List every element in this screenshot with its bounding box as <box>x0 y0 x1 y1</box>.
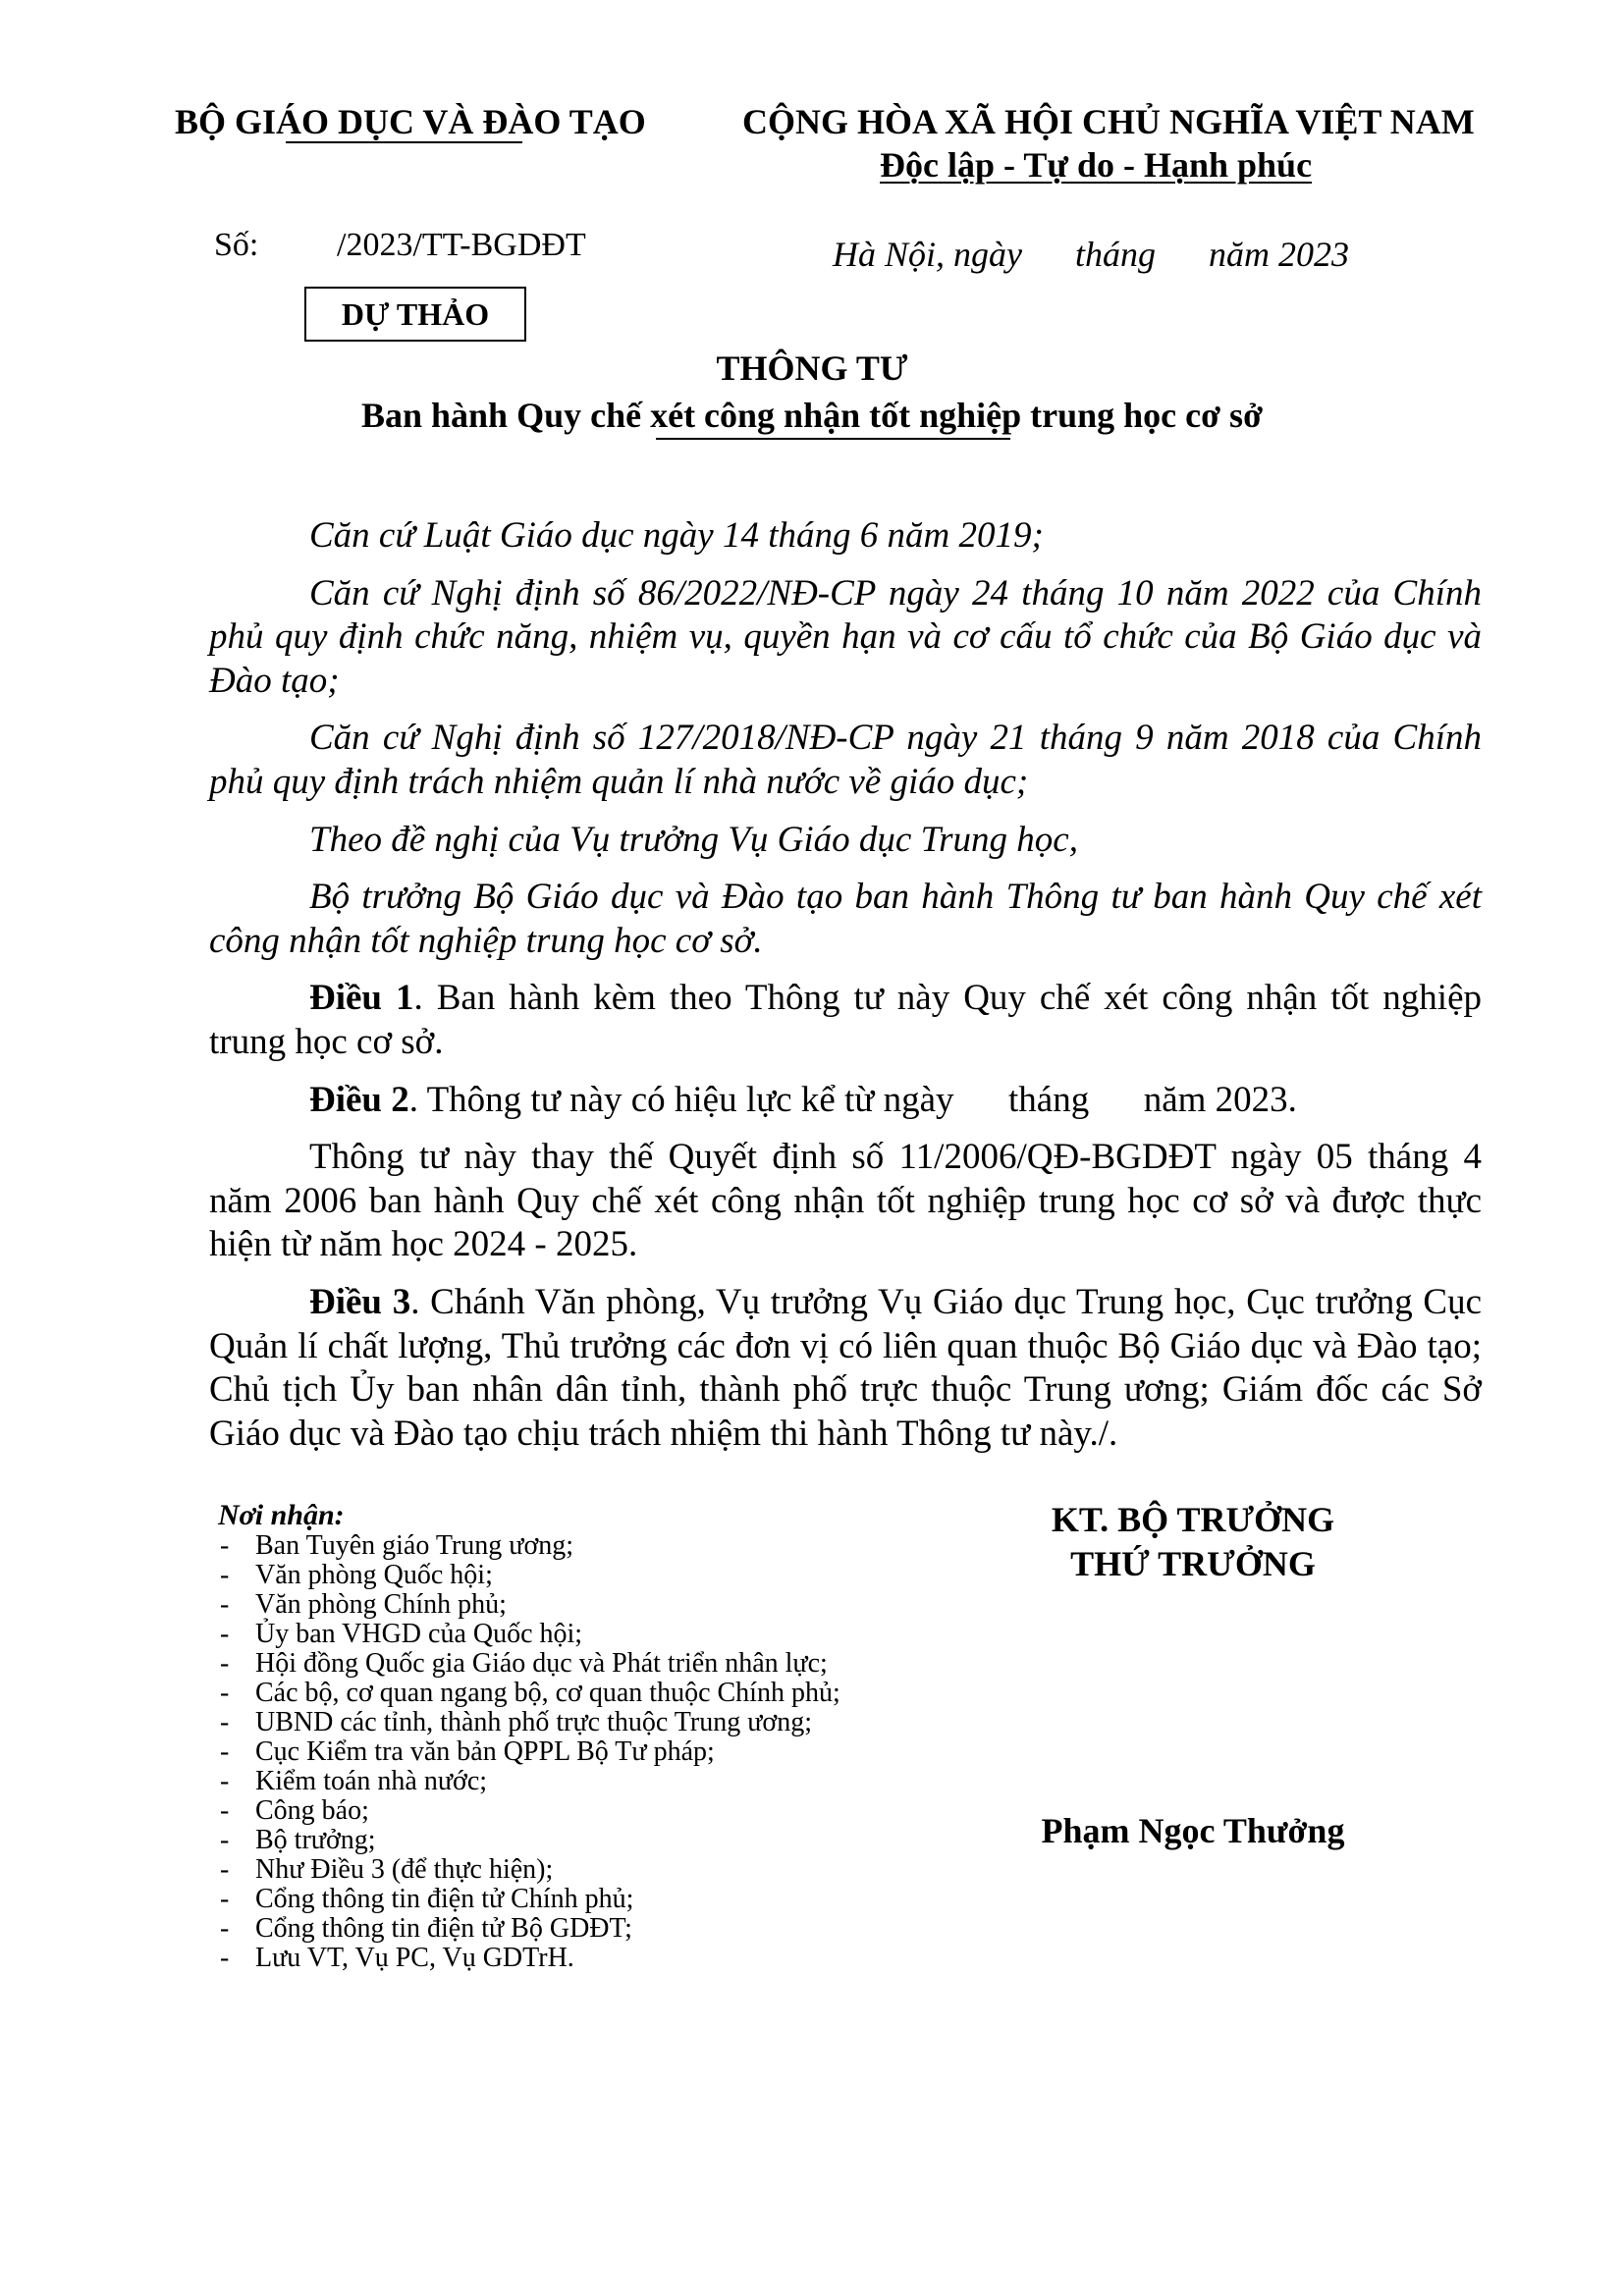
preamble-paragraph: Bộ trưởng Bộ Giáo dục và Đào tạo ban hành Thông tư ban hành Quy chế xét công nhận tốt nghiệp trung học cơ sở. <box>209 877 1482 961</box>
recipients-block <box>218 1500 964 1973</box>
recipients-list <box>218 1531 964 1973</box>
preamble-paragraph: Căn cứ Luật Giáo dục ngày 14 tháng 6 năm 2019; <box>309 515 1044 556</box>
recipient-item: - Kiểm toán nhà nước; <box>218 1767 964 1796</box>
document-body <box>209 514 1482 1469</box>
recipient-item: - Các bộ, cơ quan ngang bộ, cơ quan thuộc Chính phủ; <box>218 1679 964 1708</box>
draft-stamp <box>304 287 526 342</box>
article-2-text: . Thông tư này có hiệu lực kể từ ngày tháng năm 2023. <box>408 1079 1297 1120</box>
signature-title: KT. BỘ TRƯỞNG <box>1051 1500 1335 1539</box>
doc-number-value: /2023/TT-BGDĐT <box>337 227 586 263</box>
recipient-item: - Cục Kiểm tra văn bản QPPL Bộ Tư pháp; <box>218 1737 964 1767</box>
date-line: Hà Nội, ngày tháng năm 2023 <box>833 235 1349 274</box>
article-1 <box>209 977 1482 1064</box>
article-1-text: . Ban hành kèm theo Thông tư này Quy chế xét công nhận tốt nghiệp trung học cơ sở. <box>209 978 1482 1062</box>
doc-number-label: Số: <box>214 227 259 263</box>
recipient-item: - Văn phòng Quốc hội; <box>218 1561 964 1590</box>
recipient-item: - Công báo; <box>218 1796 964 1826</box>
article-1-label: Điều 1 <box>309 978 414 1019</box>
article-3 <box>209 1281 1482 1456</box>
republic-name: CỘNG HÒA XÃ HỘI CHỦ NGHĨA VIỆT NAM <box>742 102 1475 141</box>
national-motto: Độc lập - Tự do - Hạnh phúc <box>880 145 1313 185</box>
recipient-item: - Văn phòng Chính phủ; <box>218 1590 964 1620</box>
article-2-paragraph: Thông tư này thay thế Quyết định số 11/2006/QĐ-BGDĐT ngày 05 tháng 4 năm 2006 ban hành Quy chế xét công nhận tốt nghiệp trung học cơ sở và được thực hiện từ năm học 2024 - 2025. <box>209 1137 1482 1265</box>
article-2 <box>209 1079 1482 1123</box>
article-2-label: Điều 2 <box>309 1079 409 1120</box>
doc-type: THÔNG TƯ <box>716 348 908 388</box>
preamble-paragraph: Căn cứ Nghị định số 127/2018/NĐ-CP ngày 21 tháng 9 năm 2018 của Chính phủ quy định trách nhiệm quản lí nhà nước về giáo dục; <box>209 718 1482 802</box>
preamble-paragraph: Theo đề nghị của Vụ trưởng Vụ Giáo dục Trung học, <box>309 819 1078 860</box>
recipient-item: - Ủy ban VHGD của Quốc hội; <box>218 1620 964 1649</box>
draft-label: DỰ THẢO <box>341 295 490 332</box>
title-underline <box>656 438 1010 440</box>
article-3-label: Điều 3 <box>309 1281 411 1322</box>
recipient-item: - Bộ trưởng; <box>218 1826 964 1855</box>
preamble-paragraph: Căn cứ Nghị định số 86/2022/NĐ-CP ngày 24 tháng 10 năm 2022 của Chính phủ quy định chức năng, nhiệm vụ, quyền hạn và cơ cấu tổ chức của Bộ Giáo dục và Đào tạo; <box>209 572 1482 701</box>
recipient-item: - Ban Tuyên giáo Trung ương; <box>218 1531 964 1561</box>
recipient-item: - Như Điều 3 (để thực hiện); <box>218 1855 964 1885</box>
recipient-item: - Cổng thông tin điện tử Bộ GDĐT; <box>218 1914 964 1944</box>
ministry-name: BỘ GIÁO DỤC VÀ ĐÀO TẠO <box>175 102 646 141</box>
recipients-title: Nơi nhận: <box>218 1499 345 1531</box>
recipient-item: - Cổng thông tin điện tử Chính phủ; <box>218 1885 964 1914</box>
recipient-item: - Hội đồng Quốc gia Giáo dục và Phát triển nhân lực; <box>218 1649 964 1679</box>
recipient-item: - UBND các tỉnh, thành phố trực thuộc Trung ương; <box>218 1708 964 1737</box>
signature-block <box>987 1498 1399 1586</box>
article-3-text: . Chánh Văn phòng, Vụ trưởng Vụ Giáo dục Trung học, Cục trưởng Cục Quản lí chất lượng, Thủ trưởng các đơn vị có liên quan thuộc Bộ Giáo dục và Đào tạo; Chủ tịch Ủy ban nhân dân tỉnh, thành phố trực thuộc Trung ương; Giám đốc các Sở Giáo dục và Đào tạo chịu trách nhiệm thi hành Thông tư này./. <box>209 1281 1483 1454</box>
signature-subtitle: THỨ TRƯỞNG <box>1070 1544 1316 1583</box>
recipient-item: - Lưu VT, Vụ PC, Vụ GDTrH. <box>218 1944 964 1973</box>
ministry-underline <box>286 141 522 143</box>
signer-name: Phạm Ngọc Thưởng <box>1041 1811 1345 1850</box>
doc-title: Ban hành Quy chế xét công nhận tốt nghiệp trung học cơ sở <box>360 396 1264 435</box>
